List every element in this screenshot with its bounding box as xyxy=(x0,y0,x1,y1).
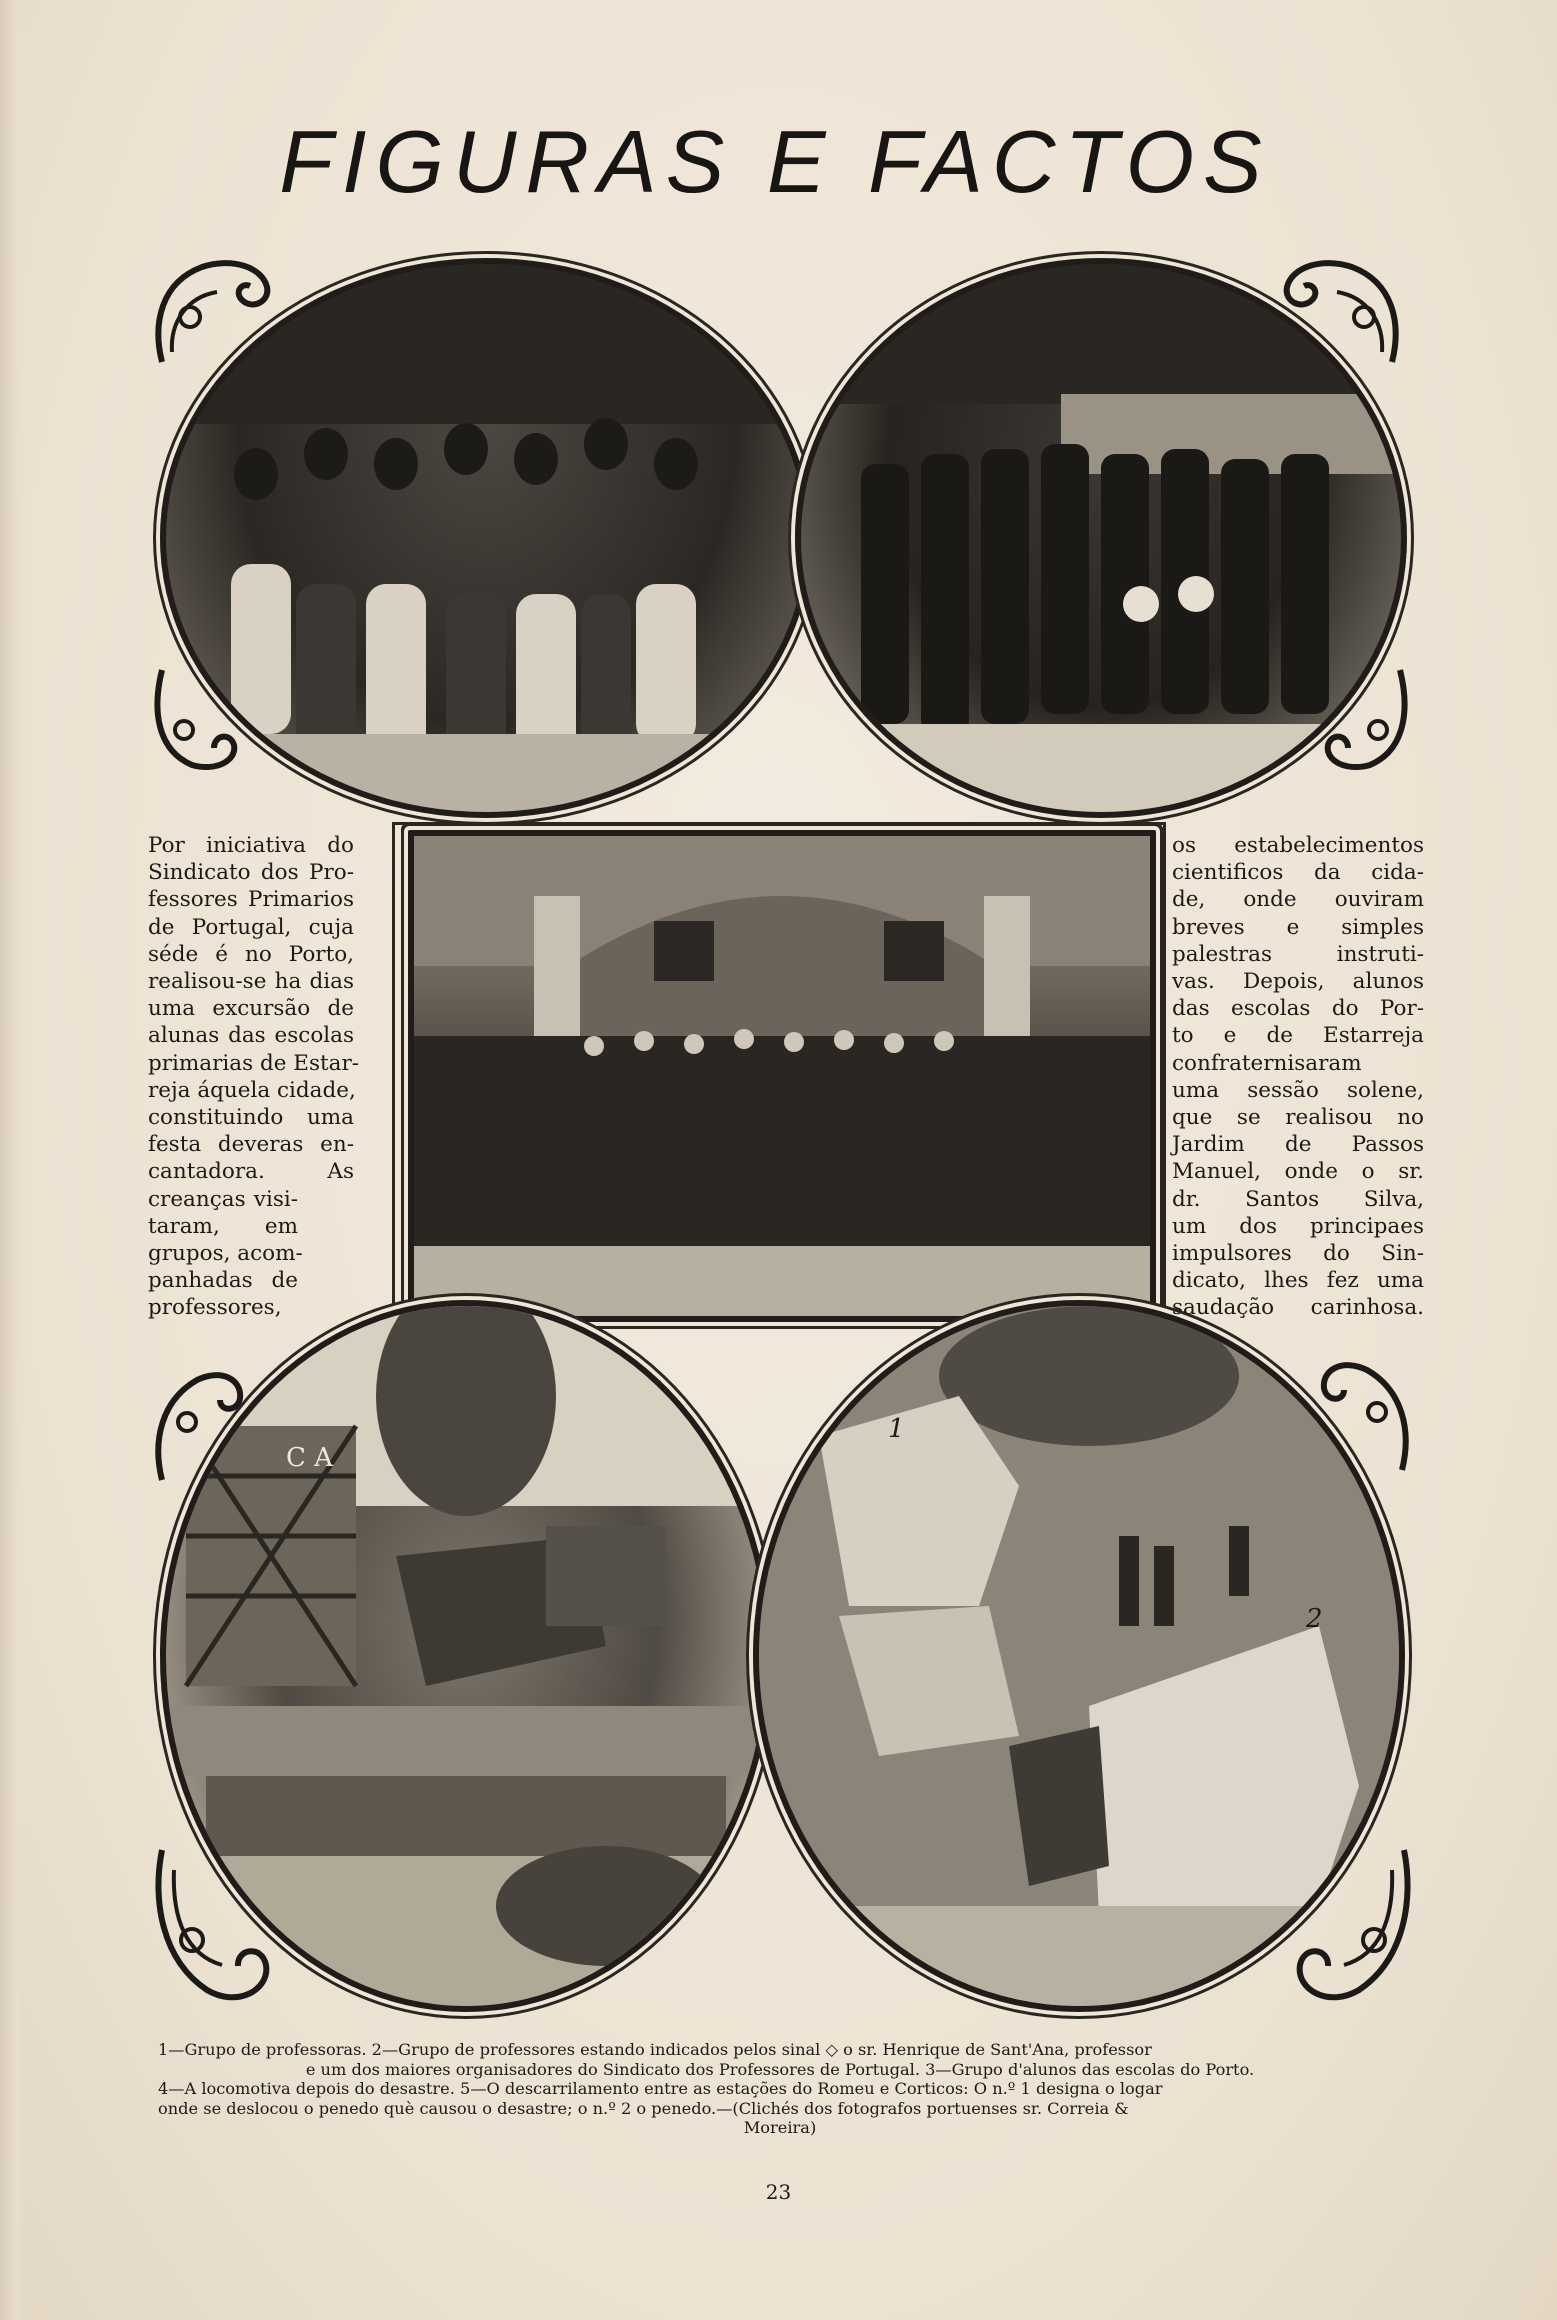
text-line: uma excursão de xyxy=(148,996,354,1022)
text-line: séde é no Porto, xyxy=(148,941,354,967)
text-line: de Portugal, cuja xyxy=(148,914,354,940)
boulder-marker-1: 1 xyxy=(888,1414,905,1444)
article-text-left-column xyxy=(148,832,360,1322)
building-crowd-icon xyxy=(414,836,1150,1316)
page-title: FIGURAS E FACTOS xyxy=(279,112,1271,211)
text-line: primarias de Estar- xyxy=(148,1050,360,1076)
text-line: festa deveras en- xyxy=(148,1132,354,1158)
text-line: professores, xyxy=(148,1295,282,1321)
text-line: reja áquela cidade, xyxy=(148,1077,356,1103)
photo-group-of-teachers-women xyxy=(160,258,812,818)
text-line: creanças visi- xyxy=(148,1186,298,1212)
caption-line: 4—A locomotiva depois do desastre. 5—O descarrilamento entre as estações do Romeu e Corticos: O n.º 1 designa o logar xyxy=(158,2079,1163,2098)
text-line: um dos principaes xyxy=(1172,1213,1424,1239)
text-line: constituindo uma xyxy=(148,1105,354,1131)
text-line: que se realisou no xyxy=(1172,1105,1424,1131)
text-line: to e de Estarreja xyxy=(1172,1023,1424,1049)
text-line: grupos, acom- xyxy=(148,1241,303,1267)
page-spine xyxy=(0,0,26,2320)
photo-caption xyxy=(158,2040,1402,2138)
text-line: de, onde ouviram xyxy=(1172,887,1424,913)
caption-line: onde se deslocou o penedo què causou o desastre; o n.º 2 o penedo.—(Clichés dos fotografos portuenses sr. Correia & xyxy=(158,2098,1129,2118)
caption-line: e um dos maiores organisadores do Sindicato dos Professores de Portugal. 3—Grupo d'alunos das escolas do Porto. xyxy=(305,2059,1255,2079)
text-line: Manuel, onde o sr. xyxy=(1172,1159,1424,1185)
boulder-marker-2: 2 xyxy=(1306,1604,1323,1634)
text-line: dicato, lhes fez uma xyxy=(1172,1268,1424,1294)
article-text-right-column xyxy=(1172,832,1424,1322)
text-line: Jardim de Passos xyxy=(1172,1132,1424,1158)
text-line: confraternisaram xyxy=(1172,1050,1362,1076)
text-line: cientificos da cida- xyxy=(1172,860,1424,886)
photo-group-of-teachers-men xyxy=(795,258,1407,818)
text-line: alunas das escolas xyxy=(148,1023,354,1049)
text-line: os estabelecimentos xyxy=(1172,833,1424,858)
page-number: 23 xyxy=(765,2180,792,2204)
text-line: Por iniciativa do xyxy=(148,833,354,858)
text-line: taram, em xyxy=(148,1213,298,1239)
text-line: dr. Santos Silva, xyxy=(1172,1186,1424,1212)
crowd-silhouette-icon xyxy=(801,264,1401,812)
text-line: panhadas de xyxy=(148,1268,298,1294)
photo-derailment-boulder xyxy=(753,1300,1405,2012)
text-line: realisou-se ha dias xyxy=(148,969,354,995)
text-line: palestras instruti- xyxy=(1172,941,1424,967)
text-line: cantadora. As xyxy=(148,1159,354,1185)
text-line: saudação carinhosa. xyxy=(1172,1295,1424,1321)
text-line: breves e simples xyxy=(1172,914,1424,940)
locomotive-icon xyxy=(166,1306,766,2006)
text-line: impulsores do Sin- xyxy=(1172,1241,1424,1267)
caption-line: Moreira) xyxy=(743,2118,817,2137)
wagon-label: C A xyxy=(286,1443,333,1473)
text-line: das escolas do Por- xyxy=(1172,996,1424,1022)
boulder-icon xyxy=(759,1306,1399,2006)
photo-locomotive-after-disaster xyxy=(160,1300,772,2012)
text-line: fessores Primarios xyxy=(148,887,354,913)
text-line: uma sessão solene, xyxy=(1172,1077,1424,1103)
text-line: Sindicato dos Pro- xyxy=(148,860,354,886)
text-line: vas. Depois, alunos xyxy=(1172,969,1424,995)
caption-line: 1—Grupo de professoras. 2—Grupo de professores estando indicados pelos sinal ◇ o sr. Henrique de Sant'Ana, professor xyxy=(158,2040,1152,2059)
photo-group-of-students xyxy=(408,830,1156,1322)
crowd-silhouette-icon xyxy=(166,264,806,812)
